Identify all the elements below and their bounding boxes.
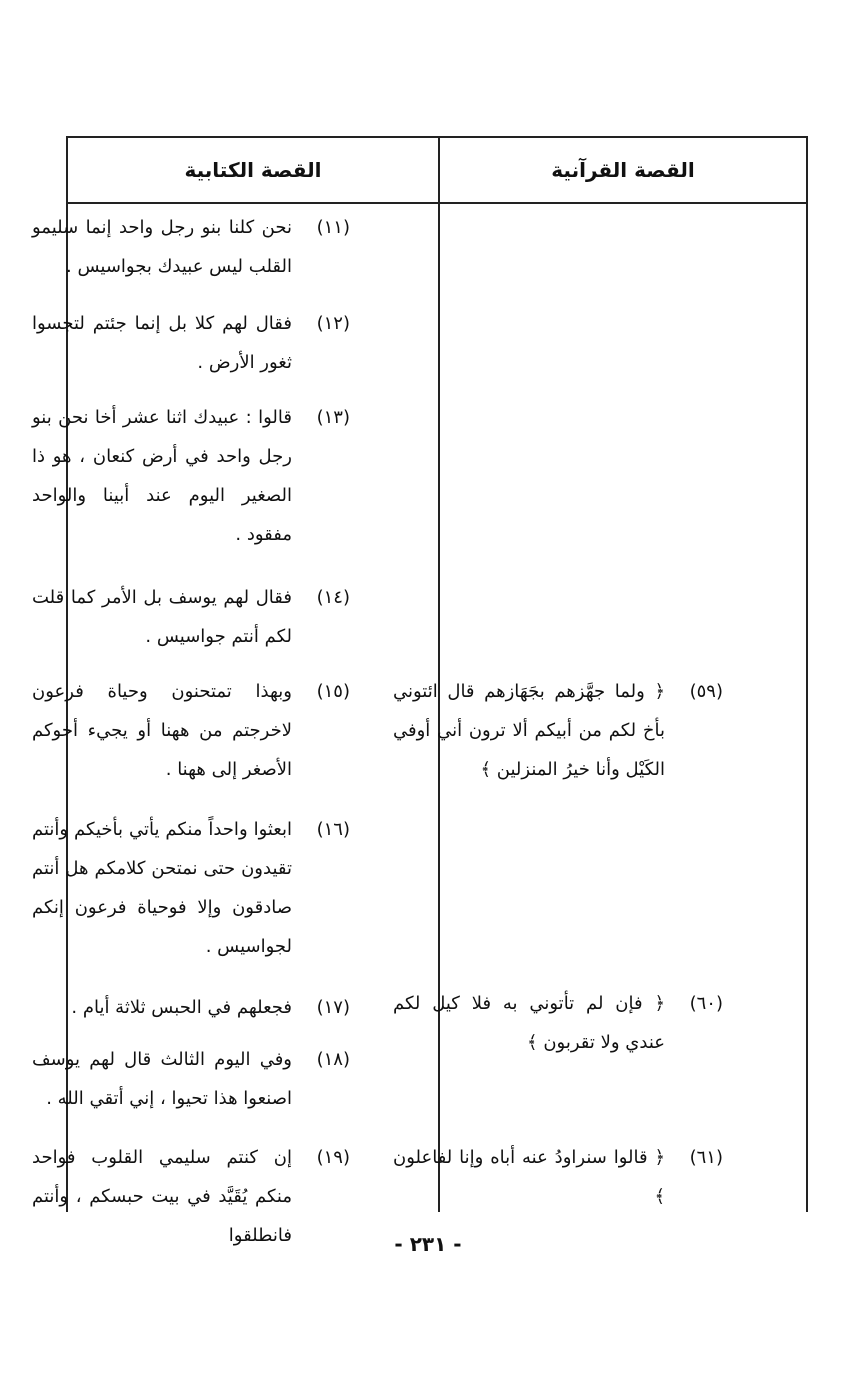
verse-text: فجعلهم في الحبس ثلاثة أيام . (71, 997, 292, 1018)
header-biblical: القصة الكتابية (184, 158, 322, 182)
verse-text: وفي اليوم الثالث قال لهم يوسف اصنعوا هذا تحيوا ، إني أتقي الله . (32, 1049, 292, 1109)
verse-number: (٦٠) (689, 993, 723, 1014)
biblical-entry (32, 578, 350, 656)
verse-text: إن كنتم سليمي القلوب فواحد منكم يُقَيَّد في بيت حبسكم ، وأنتم فانطلقوا (32, 1147, 292, 1246)
verse-number: (١٤) (316, 587, 350, 608)
verse-text: ابعثوا واحداً منكم يأتي بأخيكم وأنتم تقيدون حتى نمتحن كلامكم هل أنتم صادقون وإلا فوحياة فرعون إنكم لجواسيس . (32, 819, 292, 957)
biblical-entry (32, 1040, 350, 1118)
verse-text: ﴿ ولما جهَّزهم بجَهَازهم قال ائتوني بأخ لكم من أبيكم ألا ترون أني أوفي الكَيْل وأنا خيرُ المنزلين ﴾ (393, 681, 665, 780)
verse-number: (١٥) (316, 681, 350, 702)
verse-number: (١١) (316, 217, 350, 238)
quranic-entry (393, 672, 723, 789)
page-number: - ٢٣١ - (394, 1232, 462, 1256)
verse-number: (٦١) (689, 1147, 723, 1168)
header-quranic: القصة القرآنية (551, 158, 695, 182)
biblical-entry (32, 988, 350, 1027)
biblical-entry (32, 810, 350, 966)
quranic-entry (393, 1138, 723, 1216)
verse-text: فقال لهم يوسف بل الأمر كما قلت لكم أنتم جواسيس . (32, 587, 292, 647)
biblical-entry (32, 672, 350, 789)
verse-text: قالوا : عبيدك اثنا عشر أخا نحن بنو رجل واحد في أرض كنعان ، هو ذا الصغير اليوم عند أبينا والواحد مفقود . (32, 407, 292, 545)
verse-text: ﴿ قالوا سنراودُ عنه أباه وإنا لفاعلون ﴾ (393, 1147, 665, 1207)
verse-number: (١٧) (316, 997, 350, 1018)
verse-number: (١٨) (316, 1049, 350, 1070)
biblical-entry (32, 208, 350, 286)
verse-number: (١٣) (316, 407, 350, 428)
verse-number: (١٢) (316, 313, 350, 334)
verse-text: فقال لهم كلا بل إنما جئتم لتجسوا ثغور الأرض . (32, 313, 292, 373)
verse-text: ﴿ فإن لم تأتوني به فلا كيل لكم عندي ولا تقربون ﴾ (393, 993, 665, 1053)
verse-text: نحن كلنا بنو رجل واحد إنما سليمو القلب ليس عبيدك بجواسيس . (32, 217, 292, 277)
verse-number: (١٩) (316, 1147, 350, 1168)
verse-number: (٥٩) (689, 681, 723, 702)
verse-text: وبهذا تمتحنون وحياة فرعون لاخرجتم من ههنا أو يجيء أخوكم الأصغر إلى ههنا . (32, 681, 292, 780)
quranic-entry (393, 984, 723, 1062)
table-header-row (68, 138, 806, 204)
biblical-entry (32, 398, 350, 554)
verse-number: (١٦) (316, 819, 350, 840)
biblical-entry (32, 304, 350, 382)
